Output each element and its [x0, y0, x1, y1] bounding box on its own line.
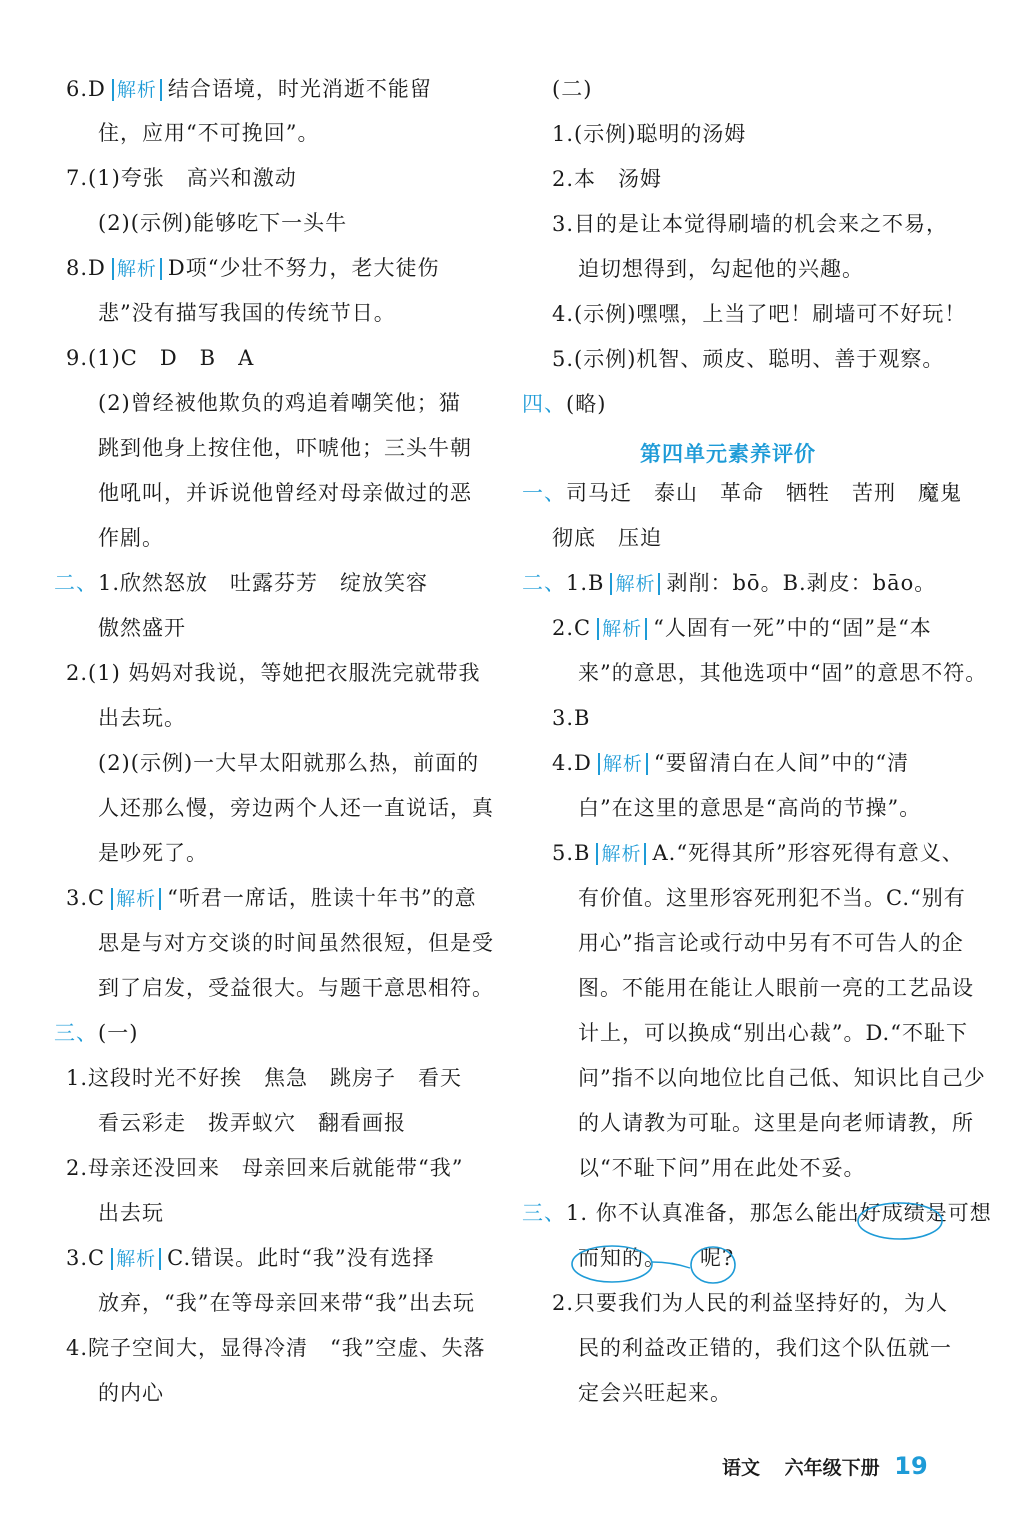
page-number: 19: [894, 1452, 928, 1480]
analysis-tag: 解析: [111, 888, 161, 910]
correction-mark: 呢?: [700, 1246, 735, 1270]
section-3: 三、(一): [54, 1021, 139, 1045]
answer-2-2-2: (2)(示例)一大早太阳就那么热，前面的: [98, 751, 480, 775]
answer-3-3: 3.C 解析 C.错误。此时“我”没有选择: [66, 1246, 435, 1270]
analysis-tag: 解析: [597, 618, 647, 640]
unit-title: 第四单元素养评价: [640, 442, 816, 466]
unit4-answer-2-5: 5.B 解析 A.“死得其所”形容死得有意义、: [552, 841, 964, 865]
unit4-answer-3-2-cont: 民的利益改正错的，我们这个队伍就一: [578, 1336, 952, 1360]
part-2-heading: (二): [552, 77, 593, 101]
answer-9-2: (2)曾经被他欺负的鸡追着嘲笑他；猫: [98, 391, 461, 415]
answer-7-2: (2)(示例)能够吃下一头牛: [98, 211, 348, 235]
answer-3-4-cont: 的内心: [98, 1381, 164, 1405]
unit4-answer-3-2: 2.只要我们为人民的利益坚持好的，为人: [552, 1291, 949, 1315]
answer-2-2-1-cont: 出去玩。: [98, 706, 186, 730]
unit4-answer-2-2: 2.C 解析 “人固有一死”中的“固”是“本: [552, 616, 932, 640]
answer-r-1: 1.(示例)聪明的汤姆: [552, 122, 747, 146]
analysis-tag: 解析: [112, 79, 162, 101]
answer-9-2-cont: 作剧。: [98, 526, 164, 550]
footer-subject: 语文: [722, 1457, 761, 1479]
answer-7-1: 7.(1)夸张 高兴和激动: [66, 166, 297, 190]
unit4-answer-2-5-cont: 问”指不以向地位比自己低、知识比自己少: [578, 1066, 986, 1090]
unit4-section-2: 二、1.B 解析 剥削：bō。B.剥皮：bāo。: [522, 571, 937, 595]
answer-9-2-cont: 他吼叫，并诉说他曾经对母亲做过的恶: [98, 481, 472, 505]
answer-6-cont: 住，应用“不可挽回”。: [98, 121, 320, 145]
answer-2-2-1: 2.(1) 妈妈对我说，等她把衣服洗完就带我: [66, 661, 481, 685]
answer-3-3-cont: 放弃，“我”在等母亲回来带“我”出去玩: [98, 1291, 475, 1315]
answer-9-2-cont: 跳到他身上按住他，吓唬他；三头牛朝: [98, 436, 472, 460]
unit4-answer-2-3: 3.B: [552, 706, 591, 730]
unit4-section-1: 一、司马迁 泰山 革命 牺牲 苦刑 魔鬼: [522, 481, 962, 505]
unit4-section-3: 三、1. 你不认真准备，那怎么能出好成绩是可想: [522, 1201, 992, 1225]
section-4: 四、(略): [522, 392, 607, 416]
unit4-answer-2-5-cont: 计上，可以换成“别出心裁”。D.“不耻下: [578, 1021, 968, 1045]
answer-r-4: 4.(示例)嘿嘿，上当了吧！刷墙可不好玩！: [552, 302, 967, 326]
unit4-answer-2-5-cont: 有价值。这里形容死刑犯不当。C.“别有: [578, 886, 966, 910]
answer-r-5: 5.(示例)机智、顽皮、聪明、善于观察。: [552, 347, 945, 371]
answer-3-1: 1.这段时光不好挨 焦急 跳房子 看天: [66, 1066, 463, 1090]
answer-3-2-cont: 出去玩: [98, 1201, 164, 1225]
answer-2-2-2-cont: 是吵死了。: [98, 841, 208, 865]
page-footer: [722, 1452, 928, 1480]
unit4-answer-3-1-cont: 而知的。: [578, 1246, 666, 1270]
unit4-answer-2-5-cont: 的人请教为可耻。这里是向老师请教，所: [578, 1111, 974, 1135]
analysis-tag: 解析: [112, 258, 162, 280]
answer-3-4: 4.院子空间大，显得冷清 “我”空虚、失落: [66, 1336, 486, 1360]
footer-grade: 六年级下册: [784, 1457, 880, 1479]
answer-6: 6.D 解析 结合语境，时光消逝不能留: [66, 77, 432, 101]
analysis-tag: 解析: [598, 753, 648, 775]
unit4-answer-2-2-cont: 来”的意思，其他选项中“固”的意思不符。: [578, 661, 988, 685]
unit4-answer-2-5-cont: 图。不能用在能让人眼前一亮的工艺品设: [578, 976, 974, 1000]
unit4-answer-2-4-cont: 白”在这里的意思是“高尚的节操”。: [578, 796, 922, 820]
answer-r-3: 3.目的是让本觉得刷墙的机会来之不易，: [552, 212, 949, 236]
section-2: 二、1.欣然怒放 吐露芬芳 绽放笑容: [54, 571, 429, 595]
unit4-answer-2-4: 4.D 解析 “要留清白在人间”中的“清: [552, 751, 910, 775]
answer-2-1-cont: 傲然盛开: [98, 616, 186, 640]
answer-9-1: 9.(1)C D B A: [66, 346, 255, 370]
answer-3-2: 2.母亲还没回来 母亲回来后就能带“我”: [66, 1156, 464, 1180]
unit4-answer-2-5-cont: 用心”指言论或行动中另有不可告人的企: [578, 931, 964, 955]
answer-2-3: 3.C 解析 “听君一席话，胜读十年书”的意: [66, 886, 477, 910]
unit4-answer-1-cont: 彻底 压迫: [552, 526, 662, 550]
answer-r-3-cont: 迫切想得到，勾起他的兴趣。: [578, 257, 864, 281]
unit4-answer-2-5-cont: 以“不耻下问”用在此处不妥。: [578, 1156, 866, 1180]
answer-3-1-cont: 看云彩走 拨弄蚁穴 翻看画报: [98, 1111, 406, 1135]
answer-8-cont: 悲”没有描写我国的传统节日。: [98, 301, 396, 325]
answer-r-2: 2.本 汤姆: [552, 167, 663, 191]
analysis-tag: 解析: [596, 843, 646, 865]
answer-2-2-2-cont: 人还那么慢，旁边两个人还一直说话，真: [98, 796, 494, 820]
answer-2-3-cont: 到了启发，受益很大。与题干意思相符。: [98, 976, 494, 1000]
analysis-tag: 解析: [610, 573, 660, 595]
analysis-tag: 解析: [111, 1248, 161, 1270]
answer-2-3-cont: 思是与对方交谈的时间虽然很短，但是受: [98, 931, 494, 955]
unit4-answer-3-2-cont: 定会兴旺起来。: [578, 1381, 732, 1405]
answer-8: 8.D 解析 D项“少壮不努力，老大徒伤: [66, 256, 440, 280]
